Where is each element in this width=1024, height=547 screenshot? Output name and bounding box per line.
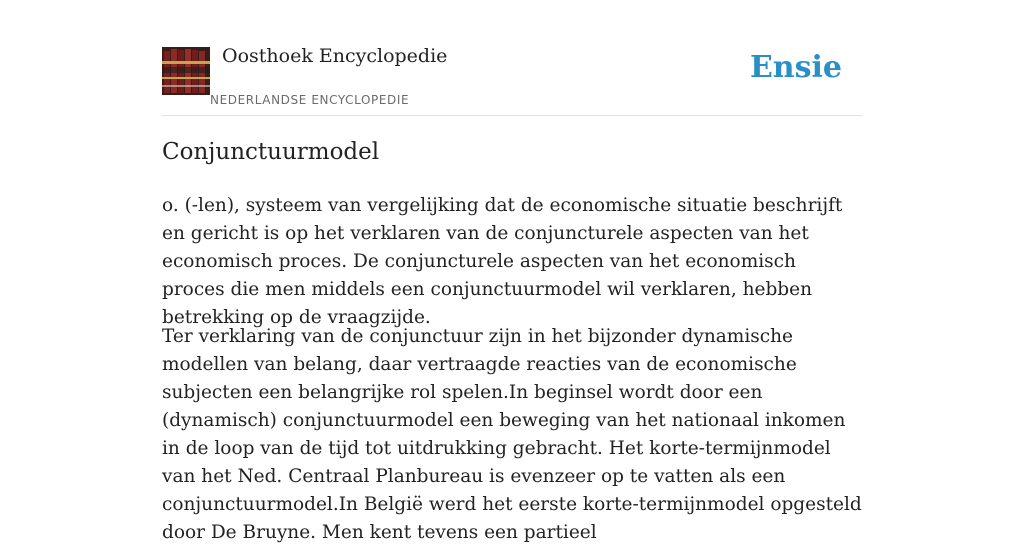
article-paragraph-2: Ter verklaring van de conjunctuur zijn in het bijzonder dynamische modellen van belang, daar vertraagde reacties van de economische subjecten een belangrijke rol spelen.In beginsel wordt door een (dynamisch) conjunctuurmodel een beweging van het nationaal inkomen in de loop van de tijd tot uitdrukking gebracht. Het korte-termijnmodel van het Ned. Centraal Planbureau is evenzeer op te vatten als een conjunctuurmodel.In België werd het eerste korte-termijnmodel opgesteld door De Bruyne. Men kent tevens een partieel [162,326,862,543]
encyclopedia-books-icon [162,47,210,95]
content-container [162,0,862,543]
site-subtitle: NEDERLANDSE ENCYCLOPEDIE [210,93,410,107]
article-title: Conjunctuurmodel [162,139,380,165]
site-title[interactable]: Oosthoek Encyclopedie [222,45,448,67]
article-paragraph-1: o. (-len), systeem van vergelijking dat de economische situatie beschrijft en gericht is op het verklaren van de conjuncturele aspecten van het economisch proces. De conjuncturele aspecten van het economisch proces die men middels een conjunctuurmodel wil verklaren, hebben betrekking op de vraagzijde. [162,195,843,328]
site-avatar[interactable] [162,47,210,95]
site-header [162,0,862,116]
ensie-logo-link[interactable]: Ensie [749,50,842,85]
